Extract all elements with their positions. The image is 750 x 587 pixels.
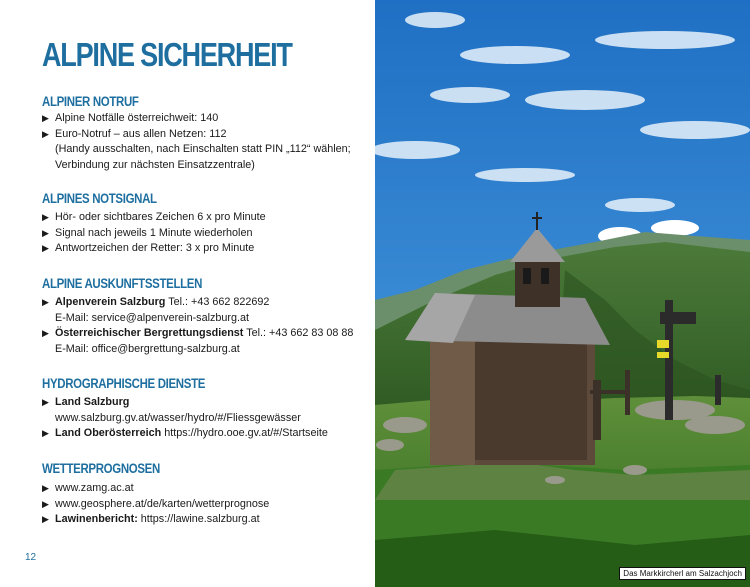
page-number: 12: [25, 552, 37, 563]
weather-link: https://lawine.salzburg.at: [137, 513, 260, 526]
weather-link: www.zamg.ac.at: [55, 482, 134, 494]
section-heading: ALPINE AUSKUNFTSSTELLEN: [42, 276, 203, 291]
section-alpiner-notruf: [42, 94, 372, 173]
section-heading: WETTERPROGNOSEN: [42, 461, 160, 476]
contact-list: [42, 295, 372, 357]
triangle-right-icon: ▶: [42, 498, 49, 509]
triangle-right-icon: ▶: [42, 128, 49, 139]
section-alpines-notsignal: [42, 191, 372, 257]
list-item: ▶ Euro-Notruf – aus allen Netzen: 112: [42, 127, 372, 143]
list-item: ▶ Alpine Notfälle österreichweit: 140: [42, 111, 372, 127]
triangle-right-icon: ▶: [42, 227, 49, 238]
list-item: ▶ Hör- oder sichtbares Zeichen 6 x pro Minute: [42, 210, 372, 226]
triangle-right-icon: ▶: [42, 212, 49, 222]
list-item: ▶ Signal nach jeweils 1 Minute wiederholen: [42, 226, 372, 242]
hydro-list: [42, 395, 372, 442]
section-wetterprognosen: [42, 461, 372, 528]
email-text: E-Mail: service@alpenverein-salzburg.at: [55, 311, 249, 324]
weather-link-list: [42, 481, 372, 528]
url-text: www.salzburg.gv.at/wasser/hydro/#/Fliessgewässer: [55, 411, 301, 424]
mountain-chapel-illustration: [375, 0, 750, 587]
email-text: E-Mail: office@bergrettung-salzburg.at: [55, 342, 240, 355]
section-alpine-auskunftsstellen: [42, 276, 372, 357]
note-line: (Handy ausschalten, nach Einschalten statt PIN „112“ wählen;: [55, 143, 351, 156]
chapel-photo: [375, 0, 750, 587]
list-item: ▶ Alpenverein Salzburg Tel.: +43 662 822692: [42, 295, 372, 311]
list-item: ▶ Österreichischer Bergrettungsdienst Tel.: +43 662 83 08 88: [42, 326, 372, 342]
list-item: ▶ Lawinenbericht: https://lawine.salzburg.at: [42, 512, 372, 528]
triangle-right-icon: ▶: [42, 428, 49, 439]
section-heading: ALPINES NOTSIGNAL: [42, 191, 157, 206]
weather-link: www.geosphere.at/de/karten/wetterprognose: [55, 497, 270, 510]
triangle-right-icon: ▶: [42, 397, 49, 407]
triangle-right-icon: ▶: [42, 297, 49, 307]
list-item: [42, 481, 372, 497]
page-title: ALPINE SICHERHEIT: [42, 36, 292, 73]
list-item: [42, 497, 372, 513]
section-heading: ALPINER NOTRUF: [42, 94, 139, 109]
list-item: ▶ Antwortzeichen der Retter: 3 x pro Minute: [42, 241, 372, 257]
section-hydrographische-dienste: [42, 376, 372, 442]
triangle-right-icon: ▶: [42, 483, 49, 493]
signal-list: [42, 210, 372, 257]
emergency-number-list: [42, 111, 372, 173]
triangle-right-icon: ▶: [42, 113, 49, 123]
photo-caption: Das Markkircherl am Salzachjoch: [619, 567, 746, 580]
list-item: ▶ Land Oberösterreich https://hydro.ooe.gv.at/#/Startseite: [42, 426, 372, 442]
triangle-right-icon: ▶: [42, 328, 49, 339]
section-heading: HYDROGRAPHISCHE DIENSTE: [42, 376, 206, 391]
triangle-right-icon: ▶: [42, 514, 49, 525]
list-item: ▶ Land Salzburg: [42, 395, 372, 411]
triangle-right-icon: ▶: [42, 243, 49, 254]
note-line: Verbindung zur nächsten Einsatzzentrale): [55, 158, 255, 171]
